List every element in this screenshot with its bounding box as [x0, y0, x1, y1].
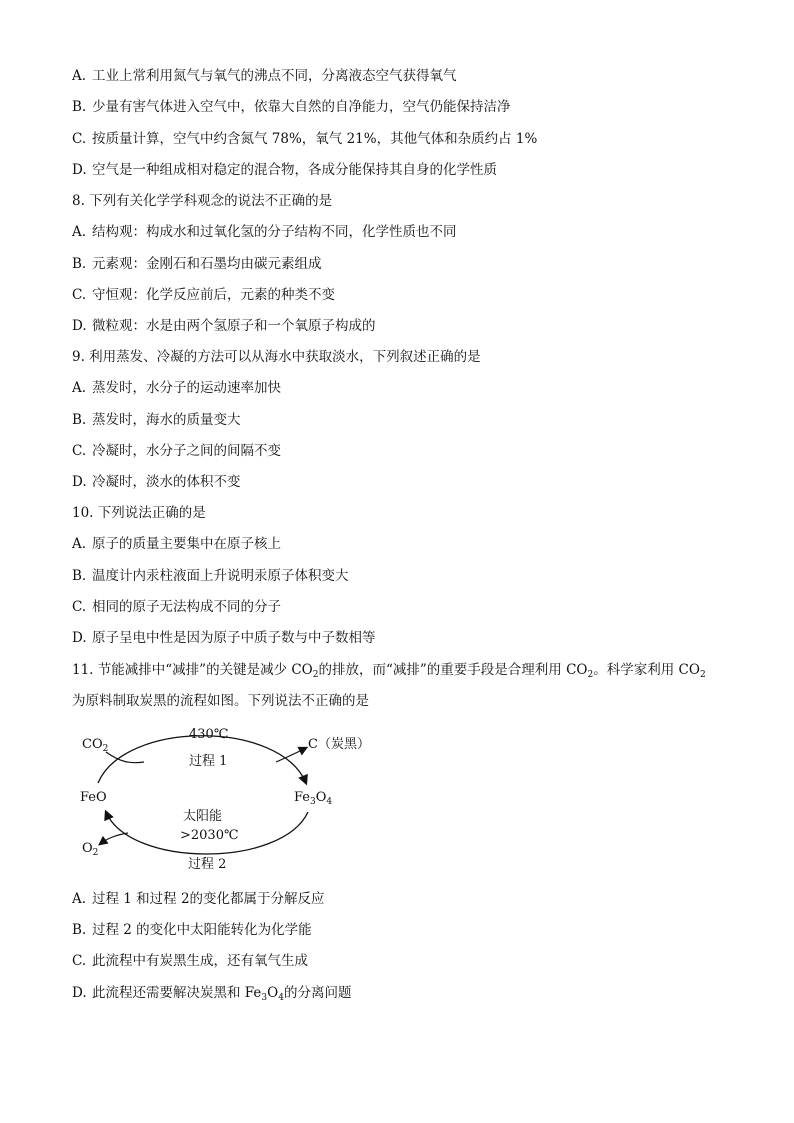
option-label: C.	[72, 953, 87, 969]
q8-option-c[interactable]	[72, 286, 335, 304]
formula-text: CO	[82, 737, 103, 752]
q11-stem-line2: 为原料制取炭黑的流程如图。下列说法不正确的是	[72, 693, 369, 709]
q7-option-b[interactable]	[72, 98, 511, 116]
option-label: D.	[72, 474, 87, 490]
option-label: C.	[72, 599, 87, 615]
q10-stem: 10. 下列说法正确的是	[72, 505, 206, 521]
q8-option-a[interactable]	[72, 223, 457, 241]
process-1-label: 过程 1	[189, 754, 228, 769]
option-label: C.	[72, 443, 87, 459]
q10-option-a[interactable]	[72, 535, 281, 553]
formula-text: Fe	[294, 790, 311, 805]
subscript: 2	[92, 848, 99, 858]
q11-option-c[interactable]	[72, 952, 308, 970]
q11-option-a[interactable]	[72, 890, 325, 908]
option-text: 守恒观：化学反应前后，元素的种类不变	[92, 287, 335, 303]
formula-text: O	[82, 841, 93, 856]
option-label: A.	[72, 380, 87, 396]
subscript: 2	[102, 744, 109, 754]
option-text: 温度计内汞柱液面上升说明汞原子体积变大	[92, 568, 349, 584]
option-text: 原子呈电中性是因为原子中质子数与中子数相等	[92, 630, 376, 646]
q7-option-d[interactable]	[72, 161, 497, 179]
option-text: 蒸发时，水分子的运动速率加快	[92, 380, 281, 396]
subscript: 3	[261, 993, 268, 1003]
option-text: 相同的原子无法构成不同的分子	[92, 599, 281, 615]
carbon-black-label: C（炭黑）	[308, 737, 370, 752]
subscript: 2	[699, 670, 706, 680]
option-label: D.	[72, 162, 87, 178]
subscript: 2	[587, 670, 594, 680]
option-label: B.	[72, 922, 87, 938]
co2-label	[82, 737, 108, 753]
option-text: 此流程中有炭黑生成，还有氧气生成	[92, 953, 308, 969]
feo-label: FeO	[80, 790, 107, 805]
q10-option-c[interactable]	[72, 598, 281, 616]
option-label: A.	[72, 536, 87, 552]
option-text: 少量有害气体进入空气中，依靠大自然的自净能力，空气仍能保持洁净	[92, 99, 511, 115]
option-label: A.	[72, 68, 87, 84]
q9-stem: 9. 利用蒸发、冷凝的方法可以从海水中获取淡水，下列叙述正确的是	[72, 349, 481, 365]
o2-output-arrow	[100, 833, 128, 844]
option-label: C.	[72, 131, 87, 147]
carbon-black-flow-diagram	[70, 720, 380, 880]
q8-stem: 8. 下列有关化学学科观念的说法不正确的是	[72, 193, 333, 209]
solar-energy-label: 太阳能	[183, 809, 223, 824]
process-1-temperature: 430℃	[189, 727, 229, 742]
option-text: 的分离问题	[283, 985, 352, 1001]
option-text: 冷凝时，淡水的体积不变	[92, 474, 241, 490]
option-text: 工业上常利用氮气与氧气的沸点不同，分离液态空气获得氧气	[92, 68, 457, 84]
option-text: 原子的质量主要集中在原子核上	[92, 536, 281, 552]
option-text: 此流程还需要解决炭黑和 Fe	[92, 985, 262, 1001]
q7-option-c[interactable]	[72, 130, 537, 148]
option-label: A.	[72, 891, 87, 907]
option-text: 过程 1 和过程 2的变化都属于分解反应	[92, 891, 325, 907]
option-text: 过程 2 的变化中太阳能转化为化学能	[92, 922, 312, 938]
q8-option-b[interactable]	[72, 255, 322, 273]
q8-option-d[interactable]	[72, 317, 376, 335]
q11-option-b[interactable]	[72, 921, 312, 939]
option-text: 微粒观：水是由两个氢原子和一个氧原子构成的	[92, 318, 376, 334]
stem-text: 。科学家利用 CO	[593, 662, 700, 678]
option-text: 元素观：金刚石和石墨均由碳元素组成	[92, 256, 322, 272]
option-text: 冷凝时，水分子之间的间隔不变	[92, 443, 281, 459]
formula-text: O	[315, 790, 327, 805]
option-label: D.	[72, 318, 87, 334]
q11-option-d[interactable]	[72, 984, 351, 1002]
option-label: B.	[72, 568, 87, 584]
q9-option-c[interactable]	[72, 442, 281, 460]
option-label: B.	[72, 412, 87, 428]
q11-stem-line1	[72, 661, 706, 679]
o2-label	[82, 841, 98, 857]
option-text: 蒸发时，海水的质量变大	[92, 412, 241, 428]
option-label: B.	[72, 256, 87, 272]
q10-option-d[interactable]	[72, 629, 376, 647]
q9-option-a[interactable]	[72, 379, 281, 397]
subscript: 4	[278, 993, 284, 1003]
q10-option-b[interactable]	[72, 567, 349, 585]
option-text: O	[267, 985, 279, 1001]
fe3o4-label	[294, 790, 332, 806]
stem-text: 11. 节能减排中“减排”的关键是减少 CO	[72, 662, 313, 678]
option-label: D.	[72, 630, 87, 646]
option-label: B.	[72, 99, 87, 115]
option-label: C.	[72, 287, 87, 303]
q7-option-a[interactable]	[72, 67, 457, 85]
option-text: 按质量计算，空气中约含氮气 78%，氧气 21%，其他气体和杂质约占 1%	[92, 131, 538, 147]
subscript: 2	[312, 670, 319, 680]
option-text: 结构观：构成水和过氧化氢的分子结构不同，化学性质也不同	[92, 224, 457, 240]
process-2-label: 过程 2	[188, 857, 227, 872]
q9-option-b[interactable]	[72, 411, 241, 429]
stem-text: 的排放，而“减排”的重要手段是合理利用 CO	[318, 662, 588, 678]
option-label: D.	[72, 985, 87, 1001]
option-text: 空气是一种组成相对稳定的混合物，各成分能保持其自身的化学性质	[92, 162, 497, 178]
process-2-temperature: >2030℃	[180, 828, 239, 843]
q9-option-d[interactable]	[72, 473, 241, 491]
subscript: 4	[326, 797, 333, 807]
subscript: 3	[310, 797, 316, 807]
option-label: A.	[72, 224, 87, 240]
